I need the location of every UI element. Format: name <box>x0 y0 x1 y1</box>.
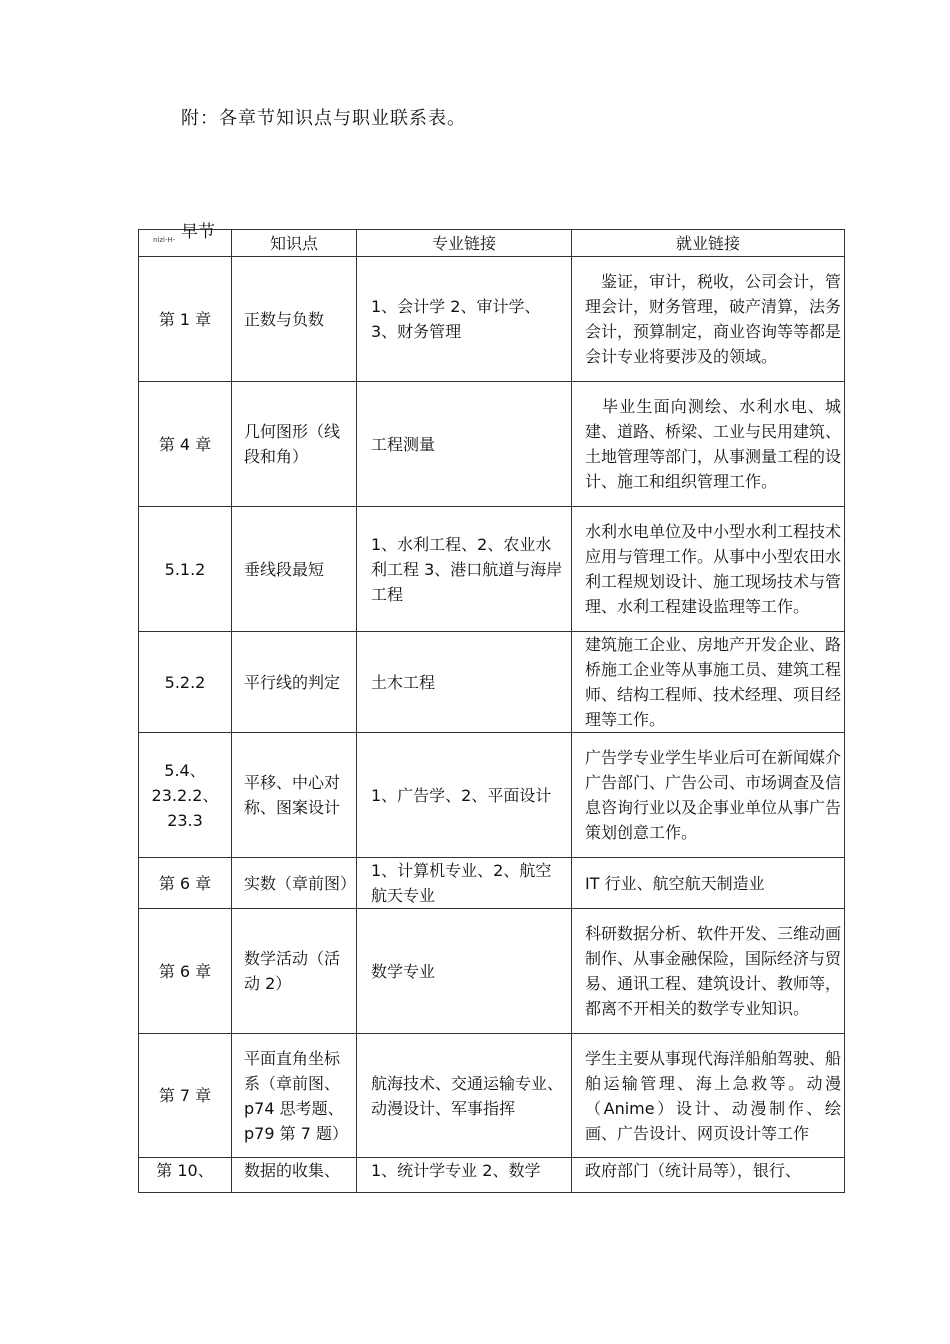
header-job: 就业链接 <box>572 230 845 257</box>
cell-job: 鉴证，审计，税收，公司会计，管理会计，财务管理，破产清算，法务会计，预算制定，商业咨询等等都是会计专业将要涉及的领域。 <box>572 257 845 382</box>
cell-major: 航海技术、交通运输专业、动漫设计、军事指挥 <box>357 1034 572 1158</box>
cell-chapter: 5.1.2 <box>139 507 232 632</box>
cell-knowledge: 平移、中心对称、图案设计 <box>232 733 357 858</box>
header-knowledge: 知识点 <box>232 230 357 257</box>
cell-major: 1、会计学 2、审计学、3、财务管理 <box>357 257 572 382</box>
header-chapter <box>139 222 232 257</box>
cell-job: 广告学专业学生毕业后可在新闻媒介广告部门、广告公司、市场调查及信息咨询行业以及企事业单位从事广告策划创意工作。 <box>572 733 845 858</box>
cell-chapter: 第 1 章 <box>139 257 232 382</box>
cell-knowledge: 实数（章前图） <box>232 858 357 909</box>
cell-chapter: 第 10、 <box>139 1158 232 1193</box>
cell-job: 科研数据分析、软件开发、三维动画制作、从事金融保险，国际经济与贸易、通讯工程、建筑设计、教师等，都离不开相关的数学专业知识。 <box>572 909 845 1034</box>
cell-job: 政府部门（统计局等），银行、 <box>572 1158 845 1193</box>
header-chapter-artifact: nizi-H- <box>153 236 176 244</box>
cell-knowledge: 平面直角坐标系（章前图、p74 思考题、p79 第 7 题） <box>232 1034 357 1158</box>
table-row <box>139 733 845 858</box>
cell-major: 1、统计学专业 2、数学 <box>357 1158 572 1193</box>
table-row <box>139 909 845 1034</box>
table-row <box>139 1034 845 1158</box>
cell-job: 学生主要从事现代海洋船舶驾驶、船舶运输管理、海上急救等。动漫（Anime）设计、动漫制作、绘画、广告设计、网页设计等工作 <box>572 1034 845 1158</box>
chapter-career-table <box>138 222 845 1193</box>
cell-knowledge: 数据的收集、 <box>232 1158 357 1193</box>
table-row <box>139 1158 845 1193</box>
cell-major: 数学专业 <box>357 909 572 1034</box>
table-header-row <box>139 230 845 257</box>
cell-chapter: 第 4 章 <box>139 382 232 507</box>
table-row <box>139 382 845 507</box>
cell-job: IT 行业、航空航天制造业 <box>572 858 845 909</box>
header-chapter-label: 早节 <box>181 222 215 242</box>
cell-chapter: 5.2.2 <box>139 632 232 733</box>
header-major: 专业链接 <box>357 230 572 257</box>
cell-major: 工程测量 <box>357 382 572 507</box>
cell-job: 毕业生面向测绘、水利水电、城建、道路、桥梁、工业与民用建筑、土地管理等部门，从事测量工程的设计、施工和组织管理工作。 <box>572 382 845 507</box>
cell-knowledge: 数学活动（活动 2） <box>232 909 357 1034</box>
cell-knowledge: 平行线的判定 <box>232 632 357 733</box>
cell-chapter: 第 6 章 <box>139 909 232 1034</box>
cell-chapter: 5.4、23.2.2、23.3 <box>139 733 232 858</box>
cell-chapter: 第 6 章 <box>139 858 232 909</box>
cell-knowledge: 正数与负数 <box>232 257 357 382</box>
table-row <box>139 507 845 632</box>
table-row <box>139 257 845 382</box>
cell-major: 1、水利工程、2、农业水利工程 3、港口航道与海岸工程 <box>357 507 572 632</box>
page-title: 附：各章节知识点与职业联系表。 <box>181 108 466 129</box>
cell-major: 土木工程 <box>357 632 572 733</box>
cell-knowledge: 几何图形（线段和角） <box>232 382 357 507</box>
cell-major: 1、计算机专业、2、航空航天专业 <box>357 858 572 909</box>
cell-job: 建筑施工企业、房地产开发企业、路桥施工企业等从事施工员、建筑工程师、结构工程师、技术经理、项目经理等工作。 <box>572 632 845 733</box>
table-row <box>139 858 845 909</box>
cell-chapter: 第 7 章 <box>139 1034 232 1158</box>
cell-job: 水利水电单位及中小型水利工程技术应用与管理工作。从事中小型农田水利工程规划设计、施工现场技术与管理、水利工程建设监理等工作。 <box>572 507 845 632</box>
table-row <box>139 632 845 733</box>
cell-major: 1、广告学、2、平面设计 <box>357 733 572 858</box>
cell-knowledge: 垂线段最短 <box>232 507 357 632</box>
